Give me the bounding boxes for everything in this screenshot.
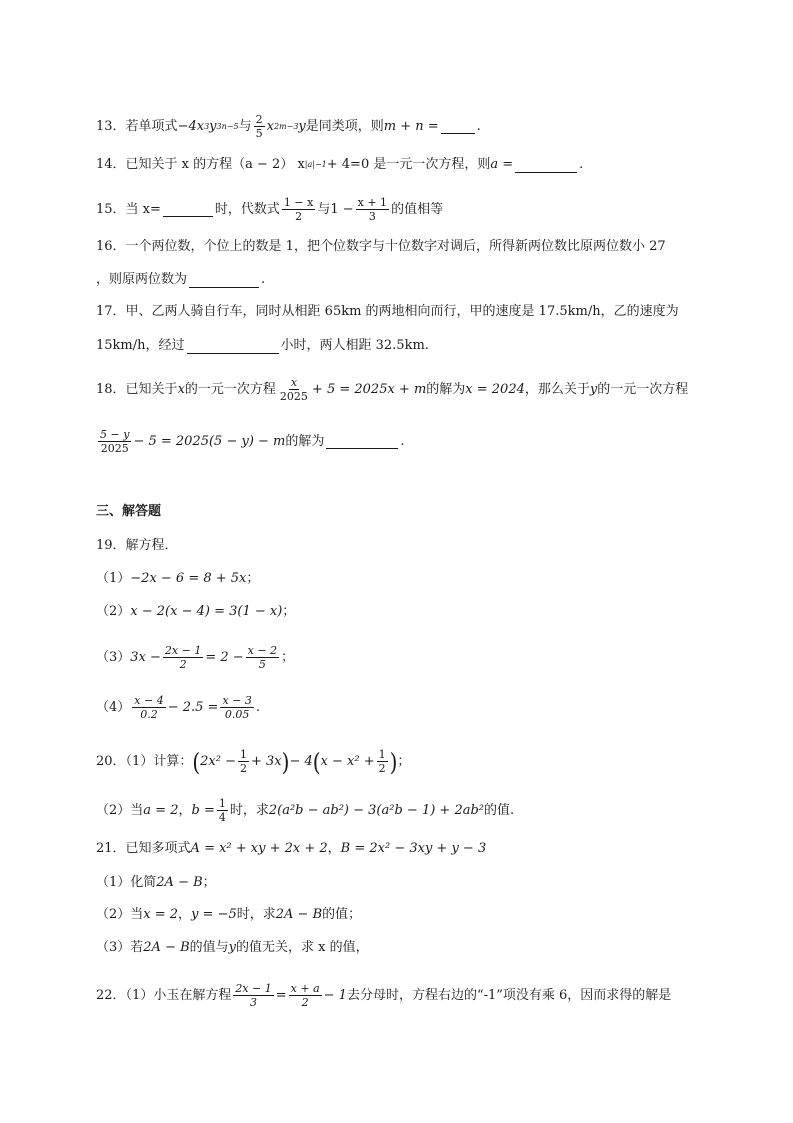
part-label: （2） <box>96 604 131 619</box>
fraction <box>132 694 165 721</box>
fraction-denominator: 2 <box>179 658 187 671</box>
fraction-denominator: 2 <box>239 762 247 775</box>
question-number: 15． <box>96 201 126 217</box>
question-15 <box>96 196 697 223</box>
question-19-part-3 <box>96 644 697 671</box>
question-20-part-2 <box>96 797 697 824</box>
question-text: 与 <box>238 118 252 134</box>
math-expression: a = 2 <box>143 802 179 818</box>
answer-blank[interactable] <box>163 202 213 217</box>
question-text: 的值无关，求 x 的值， <box>236 940 369 955</box>
punctuation: ； <box>246 571 260 586</box>
part-label: （3） <box>96 649 131 665</box>
question-18-line-1 <box>96 376 697 403</box>
question-17-line-1 <box>96 302 697 322</box>
part-label: （4） <box>96 699 131 715</box>
fraction-denominator: 2025 <box>279 390 308 403</box>
question-text: 小时，两人相距 32.5km. <box>280 338 429 353</box>
fraction-numerator: x <box>290 376 298 389</box>
question-19-title <box>96 536 697 556</box>
section-title: 三、解答题 <box>96 504 162 519</box>
question-text: 去分母时，方程右边的“-1”项没有乘 6，因而求得的解是 <box>346 987 672 1003</box>
math-expression: 2x² − <box>200 753 236 769</box>
fraction <box>98 428 131 455</box>
question-21-line-1 <box>96 839 697 859</box>
paren-close: ) <box>389 747 398 776</box>
paren-close: ) <box>281 747 290 776</box>
fraction-numerator: 2x − 1 <box>164 644 202 657</box>
question-text: 时，求 <box>236 907 276 922</box>
math-expression: x − x² + <box>320 753 375 769</box>
fraction-denominator: 3 <box>368 210 376 223</box>
question-text: 是同类项，则 <box>305 118 384 134</box>
math-expression: A = x² + xy + 2x + 2 <box>190 841 328 856</box>
question-text: 22．（1）小玉在解方程 <box>96 987 232 1003</box>
math-expression: x = 2024 <box>465 381 525 397</box>
question-text: 当 x= <box>125 201 161 217</box>
math-expression: x = 2 <box>143 907 179 922</box>
question-text: 的值； <box>322 907 362 922</box>
punctuation: ； <box>397 753 411 769</box>
part-label: （1） <box>96 571 131 586</box>
fraction-numerator: x − 3 <box>222 694 252 707</box>
math-expression: 2A − B <box>275 907 323 922</box>
fraction-numerator: 1 <box>218 797 226 810</box>
fraction <box>233 982 273 1009</box>
question-text: ，那么关于 <box>524 381 590 397</box>
fraction <box>246 644 279 671</box>
question-text: 15km/h，经过 <box>96 338 185 353</box>
fraction <box>377 748 388 775</box>
punctuation: ， <box>178 907 192 922</box>
question-text: 的值. <box>484 802 515 818</box>
fraction-denominator: 0.05 <box>224 708 250 721</box>
math-expression: + 3x <box>250 753 282 769</box>
punctuation: ； <box>282 604 296 619</box>
question-text: + 4=0 是一元一次方程，则 <box>326 157 491 172</box>
question-18-line-2 <box>96 428 697 455</box>
part-label: （1）化简 <box>96 875 157 890</box>
question-text: 已知关于 <box>125 381 178 397</box>
question-text: 16．一个两位数，个位上的数是 1，把个位数字与十位数字对调后，所得新两位数比原两位数小 27 <box>96 239 666 254</box>
punctuation: . <box>579 157 584 172</box>
math-expression: m + n = <box>383 118 439 134</box>
question-19-part-2 <box>96 602 697 622</box>
math-expression: −2x − 6 = 8 + 5x <box>130 571 247 586</box>
fraction-denominator: 0.2 <box>140 708 158 721</box>
fraction-numerator: 1 <box>239 748 247 761</box>
question-19-part-4 <box>96 694 697 721</box>
punctuation: ； <box>281 649 295 665</box>
question-text: 的值相等 <box>391 201 444 217</box>
answer-blank[interactable] <box>326 434 398 449</box>
question-text: 17．甲、乙两人骑自行车，同时从相距 65km 的两地相向而行，甲的速度是 17.5km/h，乙的速度为 <box>96 304 679 319</box>
punctuation: . <box>400 433 405 449</box>
fraction <box>254 113 265 140</box>
fraction-numerator: x + a <box>290 982 320 995</box>
question-text: 的解为 <box>285 433 325 449</box>
fraction <box>278 376 310 403</box>
question-19-part-1 <box>96 569 697 589</box>
fraction-denominator: 2 <box>295 210 303 223</box>
fraction <box>289 982 322 1009</box>
fraction-numerator: x − 2 <box>247 644 278 657</box>
question-number: 14． <box>96 157 126 172</box>
question-13: 13． 若单项式 −4 x 3 y 3n−5 与 $\frac{2}{5}$ x 2m−3 y 是同类项，则 m + n = . <box>96 113 481 140</box>
answer-blank[interactable] <box>189 273 259 288</box>
fraction <box>220 694 253 721</box>
fraction <box>356 196 389 223</box>
fraction <box>217 797 228 824</box>
part-label: （2）当 <box>96 907 144 922</box>
math-coef: −4 <box>177 118 197 134</box>
math-expression: = 2 − <box>205 649 244 665</box>
math-var: y <box>589 381 598 397</box>
punctuation: ， <box>178 802 192 818</box>
fraction-denominator: 3 <box>250 996 258 1009</box>
fraction-denominator: 2 <box>301 996 309 1009</box>
math-expression: x − 2(x − 4) = 3(1 − x) <box>130 604 283 619</box>
math-expression: y = −5 <box>191 907 237 922</box>
question-21-part-2 <box>96 905 697 925</box>
math-expression: − 2.5 = <box>167 699 219 715</box>
math-var-x: x <box>196 118 205 134</box>
fraction-numerator: 1 − x <box>283 196 314 209</box>
punctuation: . <box>255 699 260 715</box>
question-17-line-2 <box>96 336 697 356</box>
fraction-denominator: 5 <box>255 127 263 140</box>
math-expression: 2(a²b − ab²) − 3(a²b − 1) + 2ab² <box>268 802 484 818</box>
question-text: 若单项式 <box>125 118 178 134</box>
section-heading <box>96 502 697 522</box>
part-label: 20．（1）计算： <box>96 753 193 769</box>
math-var-x: x <box>266 118 274 134</box>
question-20-part-1 <box>96 748 697 775</box>
question-text: 的解为 <box>426 381 466 397</box>
fraction-numerator: 5 − y <box>100 428 130 441</box>
paren-open: ( <box>312 747 321 776</box>
question-text: 21．已知多项式 <box>96 841 191 856</box>
math-var-y: y <box>298 118 306 134</box>
question-16-line-2 <box>96 270 697 290</box>
fraction-denominator: 2025 <box>100 442 129 455</box>
math-var: x <box>177 381 185 397</box>
fraction-numerator: 1 <box>378 748 386 761</box>
question-text: 的一元一次方程 <box>597 381 689 397</box>
answer-blank[interactable] <box>187 339 279 354</box>
math-var: y <box>228 940 237 955</box>
math-expression: − 1 <box>323 987 347 1003</box>
fraction <box>238 748 249 775</box>
math-expression: 2A − B <box>143 940 190 955</box>
question-number: 18． <box>96 381 126 397</box>
question-21-part-1 <box>96 873 697 893</box>
question-14: 14． 已知关于 x 的方程（a − 2） x |a|−1 + 4=0 是一元一次方程，则 a = . <box>96 155 697 175</box>
answer-blank[interactable] <box>515 158 577 173</box>
fraction-numerator: 2x − 1 <box>235 982 272 995</box>
math-expression: 3x − <box>130 649 161 665</box>
math-expression: − 5 = 2025(5 − y) − m <box>133 433 286 449</box>
question-text: 时，代数式 <box>214 201 280 217</box>
math-expression: = <box>275 987 287 1003</box>
math-expression: b = <box>191 802 215 818</box>
math-expression: 2A − B <box>156 875 203 890</box>
question-text: 时，求 <box>229 802 269 818</box>
fraction-numerator: 2 <box>255 113 263 126</box>
math-expression: − 4 <box>289 753 313 769</box>
fraction-numerator: x − 4 <box>134 694 164 707</box>
fraction-denominator: 5 <box>258 658 266 671</box>
fraction <box>163 644 203 671</box>
punctuation: ； <box>202 875 216 890</box>
punctuation: ， <box>327 841 341 856</box>
fraction <box>282 196 315 223</box>
punctuation: . <box>261 272 266 287</box>
part-label: （2）当 <box>96 802 144 818</box>
answer-blank[interactable] <box>441 119 475 134</box>
math-expression: + 5 = 2025x + m <box>311 381 427 397</box>
question-text: 与1 − <box>317 201 354 217</box>
question-number: 13． <box>96 118 126 134</box>
part-label: （3）若 <box>96 940 144 955</box>
question-text: 19．解方程． <box>96 538 178 553</box>
fraction-numerator: x + 1 <box>357 196 388 209</box>
paren-open: ( <box>192 747 201 776</box>
question-text: 已知关于 x 的方程（a − 2） x <box>125 157 305 172</box>
question-text: ，则原两位数为 <box>96 272 188 287</box>
question-16-line-1 <box>96 237 697 257</box>
question-22 <box>96 982 697 1009</box>
math-expression: B = 2x² − 3xy + y − 3 <box>340 841 487 856</box>
question-21-part-3 <box>96 938 697 958</box>
question-text: 的一元一次方程 <box>184 381 276 397</box>
question-text: 的值与 <box>189 940 229 955</box>
fraction-denominator: 4 <box>218 811 226 824</box>
math-expression: a = <box>490 157 514 172</box>
punctuation: . <box>476 118 481 134</box>
math-var-y: y <box>209 118 217 134</box>
fraction-denominator: 2 <box>378 762 386 775</box>
